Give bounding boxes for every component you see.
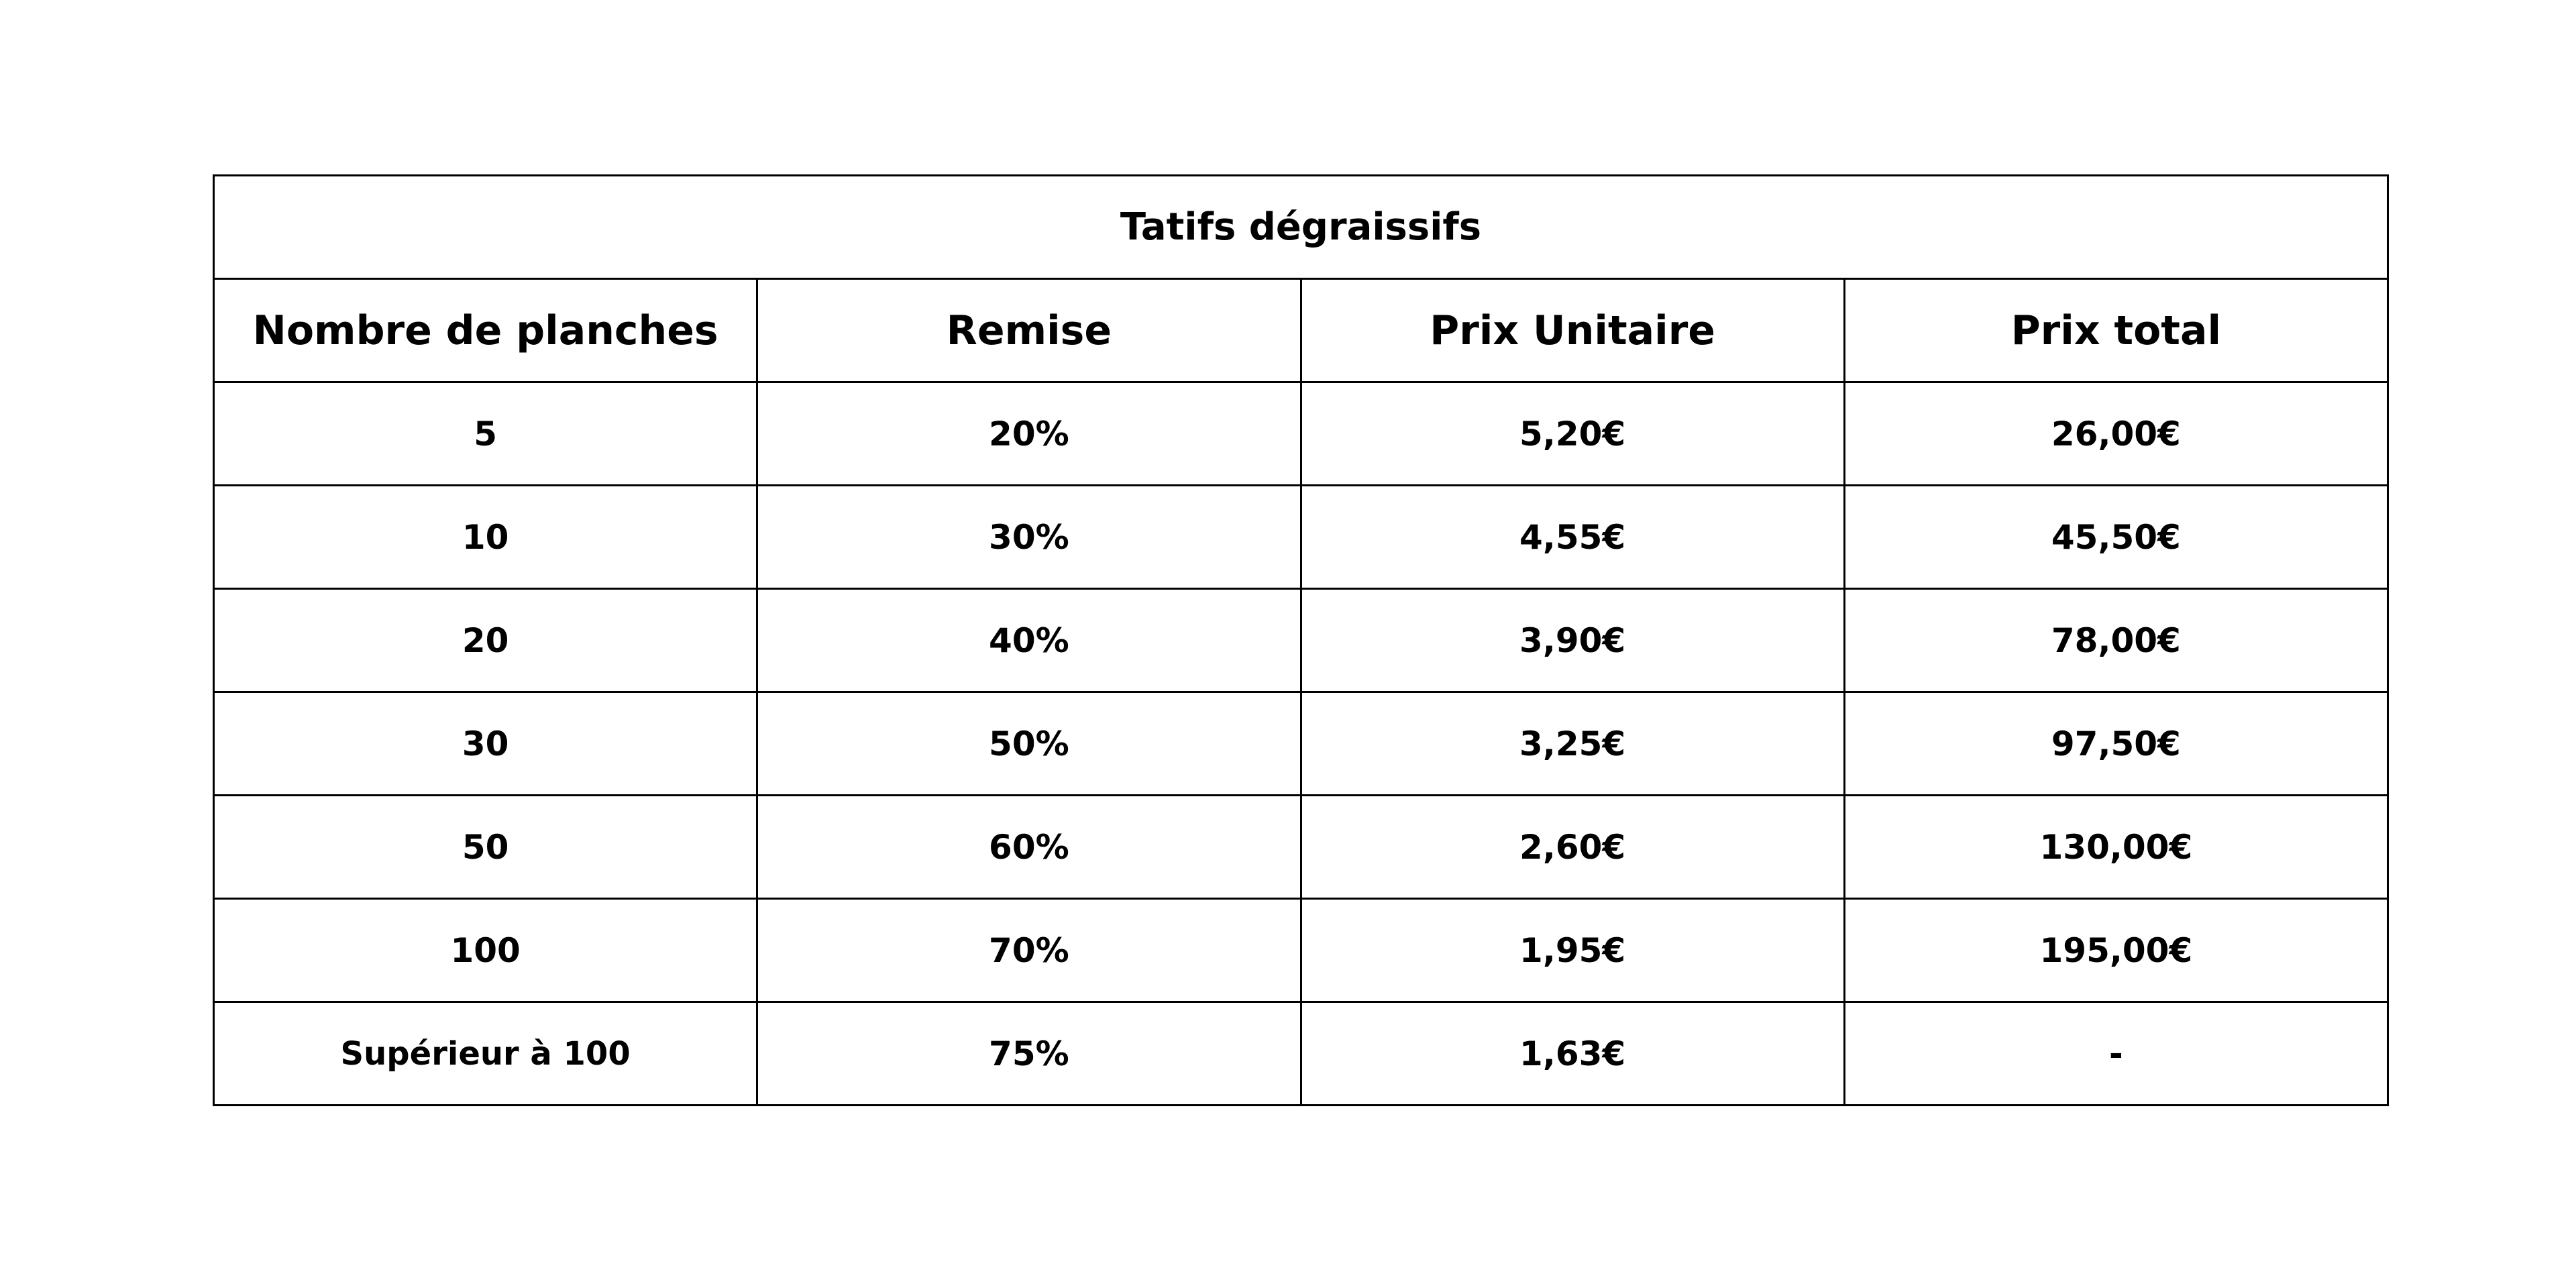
- cell-planches: 5: [214, 382, 757, 486]
- table-row: [214, 1002, 2388, 1106]
- header-prix-unitaire: Prix Unitaire: [1301, 279, 1844, 382]
- header-prix-total: Prix total: [1844, 279, 2387, 382]
- header-remise: Remise: [757, 279, 1301, 382]
- table-row: [214, 796, 2388, 899]
- cell-planches: 20: [214, 589, 757, 692]
- cell-prix-unitaire: 3,25€: [1301, 692, 1844, 796]
- cell-prix-unitaire: 4,55€: [1301, 486, 1844, 589]
- table-row: [214, 589, 2388, 692]
- cell-planches: 50: [214, 796, 757, 899]
- cell-prix-unitaire: 3,90€: [1301, 589, 1844, 692]
- cell-remise: 75%: [757, 1002, 1301, 1106]
- cell-prix-total: 26,00€: [1844, 382, 2387, 486]
- table-title-row: [214, 176, 2388, 279]
- table-row: [214, 899, 2388, 1002]
- cell-prix-total: 195,00€: [1844, 899, 2387, 1002]
- cell-planches: 10: [214, 486, 757, 589]
- cell-planches: 30: [214, 692, 757, 796]
- cell-prix-total: 45,50€: [1844, 486, 2387, 589]
- header-nombre-de-planches: Nombre de planches: [214, 279, 757, 382]
- table-row: [214, 486, 2388, 589]
- cell-prix-total: 97,50€: [1844, 692, 2387, 796]
- cell-prix-unitaire: 5,20€: [1301, 382, 1844, 486]
- cell-planches: Supérieur à 100: [214, 1002, 757, 1106]
- table-row: [214, 692, 2388, 796]
- cell-remise: 60%: [757, 796, 1301, 899]
- cell-prix-unitaire: 1,63€: [1301, 1002, 1844, 1106]
- cell-prix-total: 130,00€: [1844, 796, 2387, 899]
- cell-remise: 40%: [757, 589, 1301, 692]
- table-row: [214, 382, 2388, 486]
- cell-prix-unitaire: 1,95€: [1301, 899, 1844, 1002]
- table-header-row: [214, 279, 2388, 382]
- cell-prix-total: -: [1844, 1002, 2387, 1106]
- cell-remise: 20%: [757, 382, 1301, 486]
- cell-prix-total: 78,00€: [1844, 589, 2387, 692]
- cell-remise: 50%: [757, 692, 1301, 796]
- cell-remise: 30%: [757, 486, 1301, 589]
- cell-planches: 100: [214, 899, 757, 1002]
- table-title: Tatifs dégraissifs: [214, 176, 2388, 279]
- pricing-table: [213, 174, 2389, 1106]
- cell-prix-unitaire: 2,60€: [1301, 796, 1844, 899]
- cell-remise: 70%: [757, 899, 1301, 1002]
